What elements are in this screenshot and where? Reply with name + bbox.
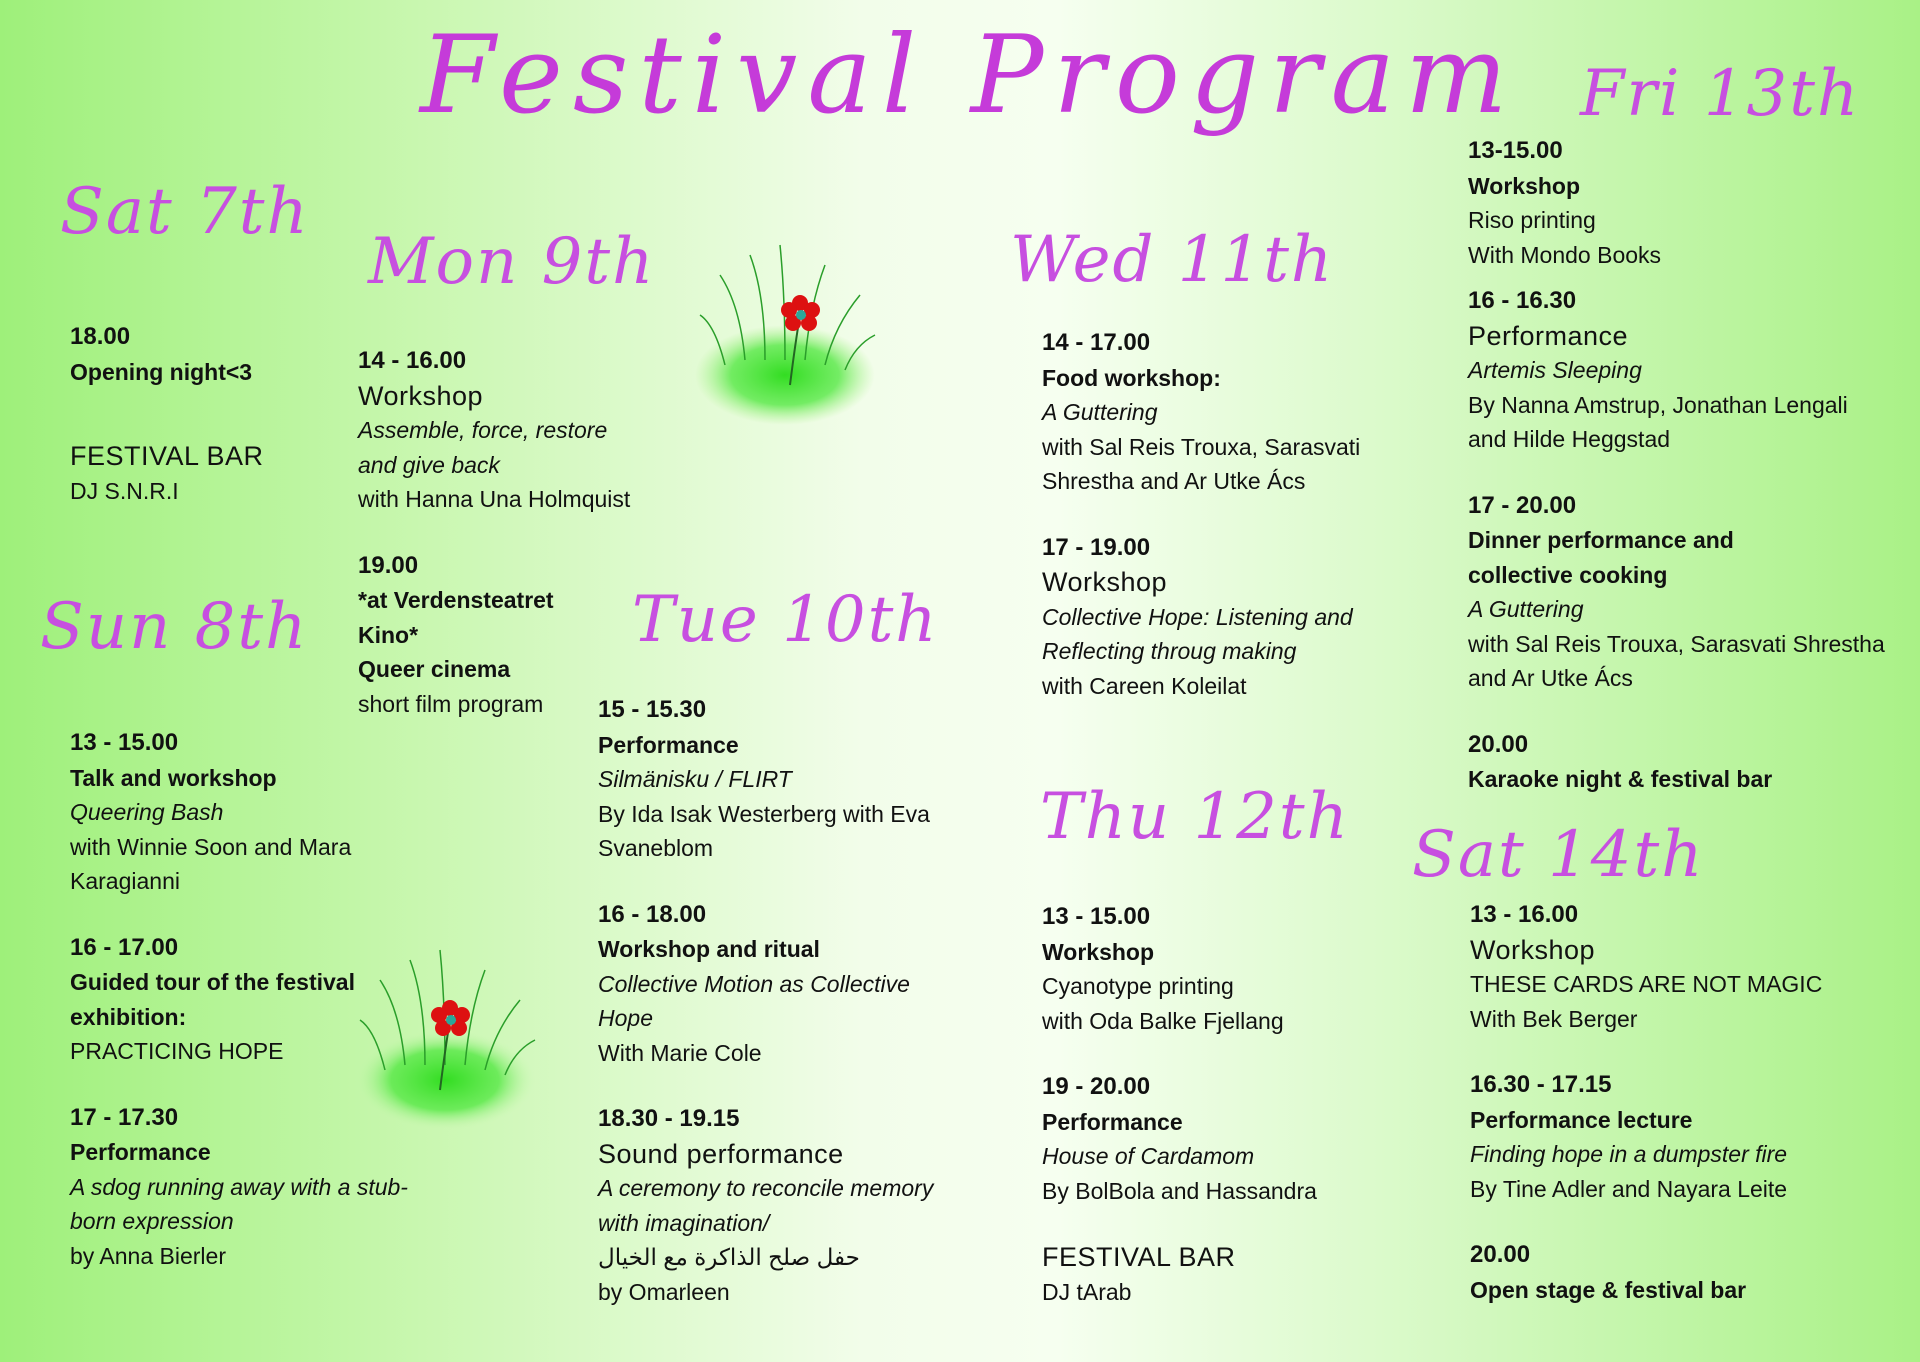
event-sat14-3 [1470, 1238, 1822, 1307]
event-time: 13 - 16.00 [1470, 901, 1579, 928]
event-thu12-3 [1042, 1240, 1317, 1309]
event-time: 20.00 [1468, 730, 1529, 758]
event-time: 17 - 20.00 [1468, 491, 1577, 519]
event-name: collective cooking [1468, 561, 1668, 588]
event-name: Open stage & festival bar [1470, 1276, 1747, 1303]
event-title: Collective Motion as Collective [598, 970, 910, 997]
event-title: and give back [358, 451, 500, 478]
event-by: With Marie Cole [598, 1039, 762, 1066]
event-time: 17 - 19.00 [1042, 533, 1151, 561]
event-name: exhibition: [70, 1003, 187, 1030]
event-name: Performance [1468, 320, 1629, 351]
event-title: Assemble, force, restore [358, 417, 608, 443]
event-fri13-3 [1468, 489, 1885, 696]
day-heading-tue10: Tue 10th [632, 583, 939, 657]
festival-bar-label: FESTIVAL BAR [70, 441, 264, 471]
event-thu12-2 [1042, 1070, 1317, 1208]
event-title: Silmänisku / FLIRT [598, 766, 792, 792]
event-time: 13 - 15.00 [70, 729, 179, 756]
event-time: 16.30 - 17.15 [1470, 1071, 1612, 1098]
day-heading-sat7: Sat 7th [60, 175, 310, 249]
event-name: Sound performance [598, 1138, 844, 1169]
event-by: Shrestha and Ar Utke Ács [1042, 468, 1306, 494]
event-by: Svaneblom [598, 835, 714, 861]
event-name: Talk and workshop [70, 764, 277, 791]
event-fri13-2 [1468, 284, 1885, 457]
day-heading-wed11: Wed 11th [1010, 223, 1335, 297]
event-name: Dinner performance and [1468, 527, 1734, 553]
sun8-events [70, 726, 408, 1305]
tue10-events [598, 693, 933, 1341]
event-name: Workshop [1042, 567, 1168, 597]
event-by: Karagianni [70, 868, 180, 894]
event-time: 14 - 16.00 [358, 347, 467, 374]
event-by: DJ tArab [1042, 1278, 1132, 1305]
festival-bar-label: FESTIVAL BAR [1042, 1242, 1236, 1272]
event-title: Cyanotype printing [1042, 973, 1234, 999]
event-name: Workshop [358, 380, 484, 411]
event-by: and Ar Utke Ács [1468, 665, 1633, 691]
event-time: 20.00 [1470, 1241, 1531, 1268]
event-fri13-1 [1468, 134, 1885, 272]
event-title: with imagination/ [598, 1209, 770, 1236]
sat7-events [70, 320, 264, 540]
event-tue10-2 [598, 898, 933, 1071]
day-heading-mon9: Mon 9th [368, 225, 656, 299]
thu12-events [1042, 900, 1317, 1341]
event-name: Opening night<3 [70, 358, 253, 385]
event-tue10-3 [598, 1102, 933, 1309]
event-title: Artemis Sleeping [1468, 357, 1642, 383]
event-name: Performance [1042, 1108, 1183, 1135]
event-time: 19 - 20.00 [1042, 1073, 1151, 1100]
event-time: 13-15.00 [1468, 137, 1563, 164]
event-by: by Anna Bierler [70, 1242, 226, 1269]
event-time: 13 - 15.00 [1042, 903, 1151, 930]
event-title: Reflecting throug making [1042, 638, 1297, 664]
event-by: with Winnie Soon and Mara [70, 833, 352, 860]
event-desc: short film program [358, 690, 544, 717]
event-sun8-3 [70, 1101, 408, 1274]
event-by: By BolBola and Hassandra [1042, 1177, 1317, 1204]
event-by: By Nanna Amstrup, Jonathan Lengali [1468, 391, 1848, 418]
event-by: with Sal Reis Trouxa, Sarasvati [1042, 433, 1361, 460]
sat14-events [1470, 898, 1822, 1339]
event-by: and Hilde Heggstad [1468, 426, 1671, 452]
event-tue10-1 [598, 693, 933, 866]
event-time: 17 - 17.30 [70, 1103, 179, 1131]
day-heading-fri13: Fri 13th [1580, 57, 1861, 131]
day-heading-thu12: Thu 12th [1040, 780, 1350, 854]
event-name: Guided tour of the festival [70, 969, 355, 995]
event-by: DJ S.N.R.I [70, 477, 179, 504]
event-time: 16 - 17.00 [70, 933, 179, 961]
event-title: THESE CARDS ARE NOT MAGIC [1470, 971, 1823, 997]
event-title: A ceremony to reconcile memory [598, 1175, 934, 1201]
event-thu12-1 [1042, 900, 1317, 1038]
event-time: 18.30 - 19.15 [598, 1105, 740, 1132]
event-name: Workshop [1468, 172, 1581, 199]
event-title: House of Cardamom [1042, 1143, 1255, 1169]
event-by: with Sal Reis Trouxa, Sarasvati Shrestha [1468, 630, 1885, 657]
event-sat14-1 [1470, 898, 1822, 1036]
event-title: Queering Bash [70, 799, 224, 825]
event-by: By Tine Adler and Nayara Leite [1470, 1175, 1788, 1202]
event-sat14-2 [1470, 1068, 1822, 1206]
event-wed11-1 [1042, 326, 1360, 499]
event-by: with Hanna Una Holmquist [358, 486, 631, 512]
event-time: 18.00 [70, 323, 131, 350]
event-name: Performance [70, 1139, 211, 1165]
event-title-arabic: حفل صلح الذاكرة مع الخيال [598, 1244, 860, 1270]
event-name: Performance lecture [1470, 1106, 1693, 1133]
event-location: *at Verdensteatret [358, 587, 554, 613]
event-name: Queer cinema [358, 656, 511, 682]
event-sun8-2 [70, 931, 408, 1069]
event-time: 16 - 16.30 [1468, 287, 1577, 314]
event-title: A Guttering [1042, 399, 1158, 425]
event-location: Kino* [358, 621, 419, 648]
event-title: A Guttering [1468, 596, 1584, 622]
event-name: Performance [598, 731, 739, 758]
event-time: 16 - 18.00 [598, 900, 707, 928]
event-title: PRACTICING HOPE [70, 1038, 284, 1064]
event-name: Food workshop: [1042, 364, 1221, 391]
event-by: By Ida Isak Westerberg with Eva [598, 800, 930, 827]
event-title: Hope [598, 1005, 653, 1031]
event-by: With Mondo Books [1468, 241, 1662, 268]
event-by: with Oda Balke Fjellang [1042, 1007, 1284, 1034]
event-title: born expression [70, 1208, 234, 1234]
event-by: With Bek Berger [1470, 1005, 1638, 1032]
event-by: by Omarleen [598, 1278, 730, 1305]
event-time: 15 - 15.30 [598, 696, 707, 723]
grass-flower-icon [685, 235, 885, 425]
page-title: Festival Program [420, 13, 1518, 138]
event-title: Riso printing [1468, 207, 1596, 233]
event-wed11-2 [1042, 531, 1360, 704]
event-by: with Careen Koleilat [1042, 672, 1247, 699]
event-title: A sdog running away with a stub- [70, 1173, 408, 1200]
event-title: Collective Hope: Listening and [1042, 603, 1353, 630]
event-name: Karaoke night & festival bar [1468, 766, 1773, 792]
wed11-events [1042, 326, 1360, 735]
event-sat7-2 [70, 439, 264, 508]
event-mon9-1 [358, 344, 630, 517]
event-time: 19.00 [358, 551, 419, 579]
event-sat7-1 [70, 320, 264, 389]
event-title: Finding hope in a dumpster fire [1470, 1141, 1788, 1167]
event-name: Workshop [1042, 938, 1155, 965]
day-heading-sun8: Sun 8th [40, 590, 309, 664]
event-name: Workshop and ritual [598, 936, 820, 962]
mon9-events [358, 344, 630, 753]
event-mon9-2 [358, 549, 630, 722]
fri13-events [1468, 134, 1885, 829]
event-fri13-4 [1468, 728, 1885, 797]
event-time: 14 - 17.00 [1042, 329, 1151, 356]
event-name: Workshop [1470, 934, 1596, 965]
day-heading-sat14: Sat 14th [1412, 818, 1705, 892]
